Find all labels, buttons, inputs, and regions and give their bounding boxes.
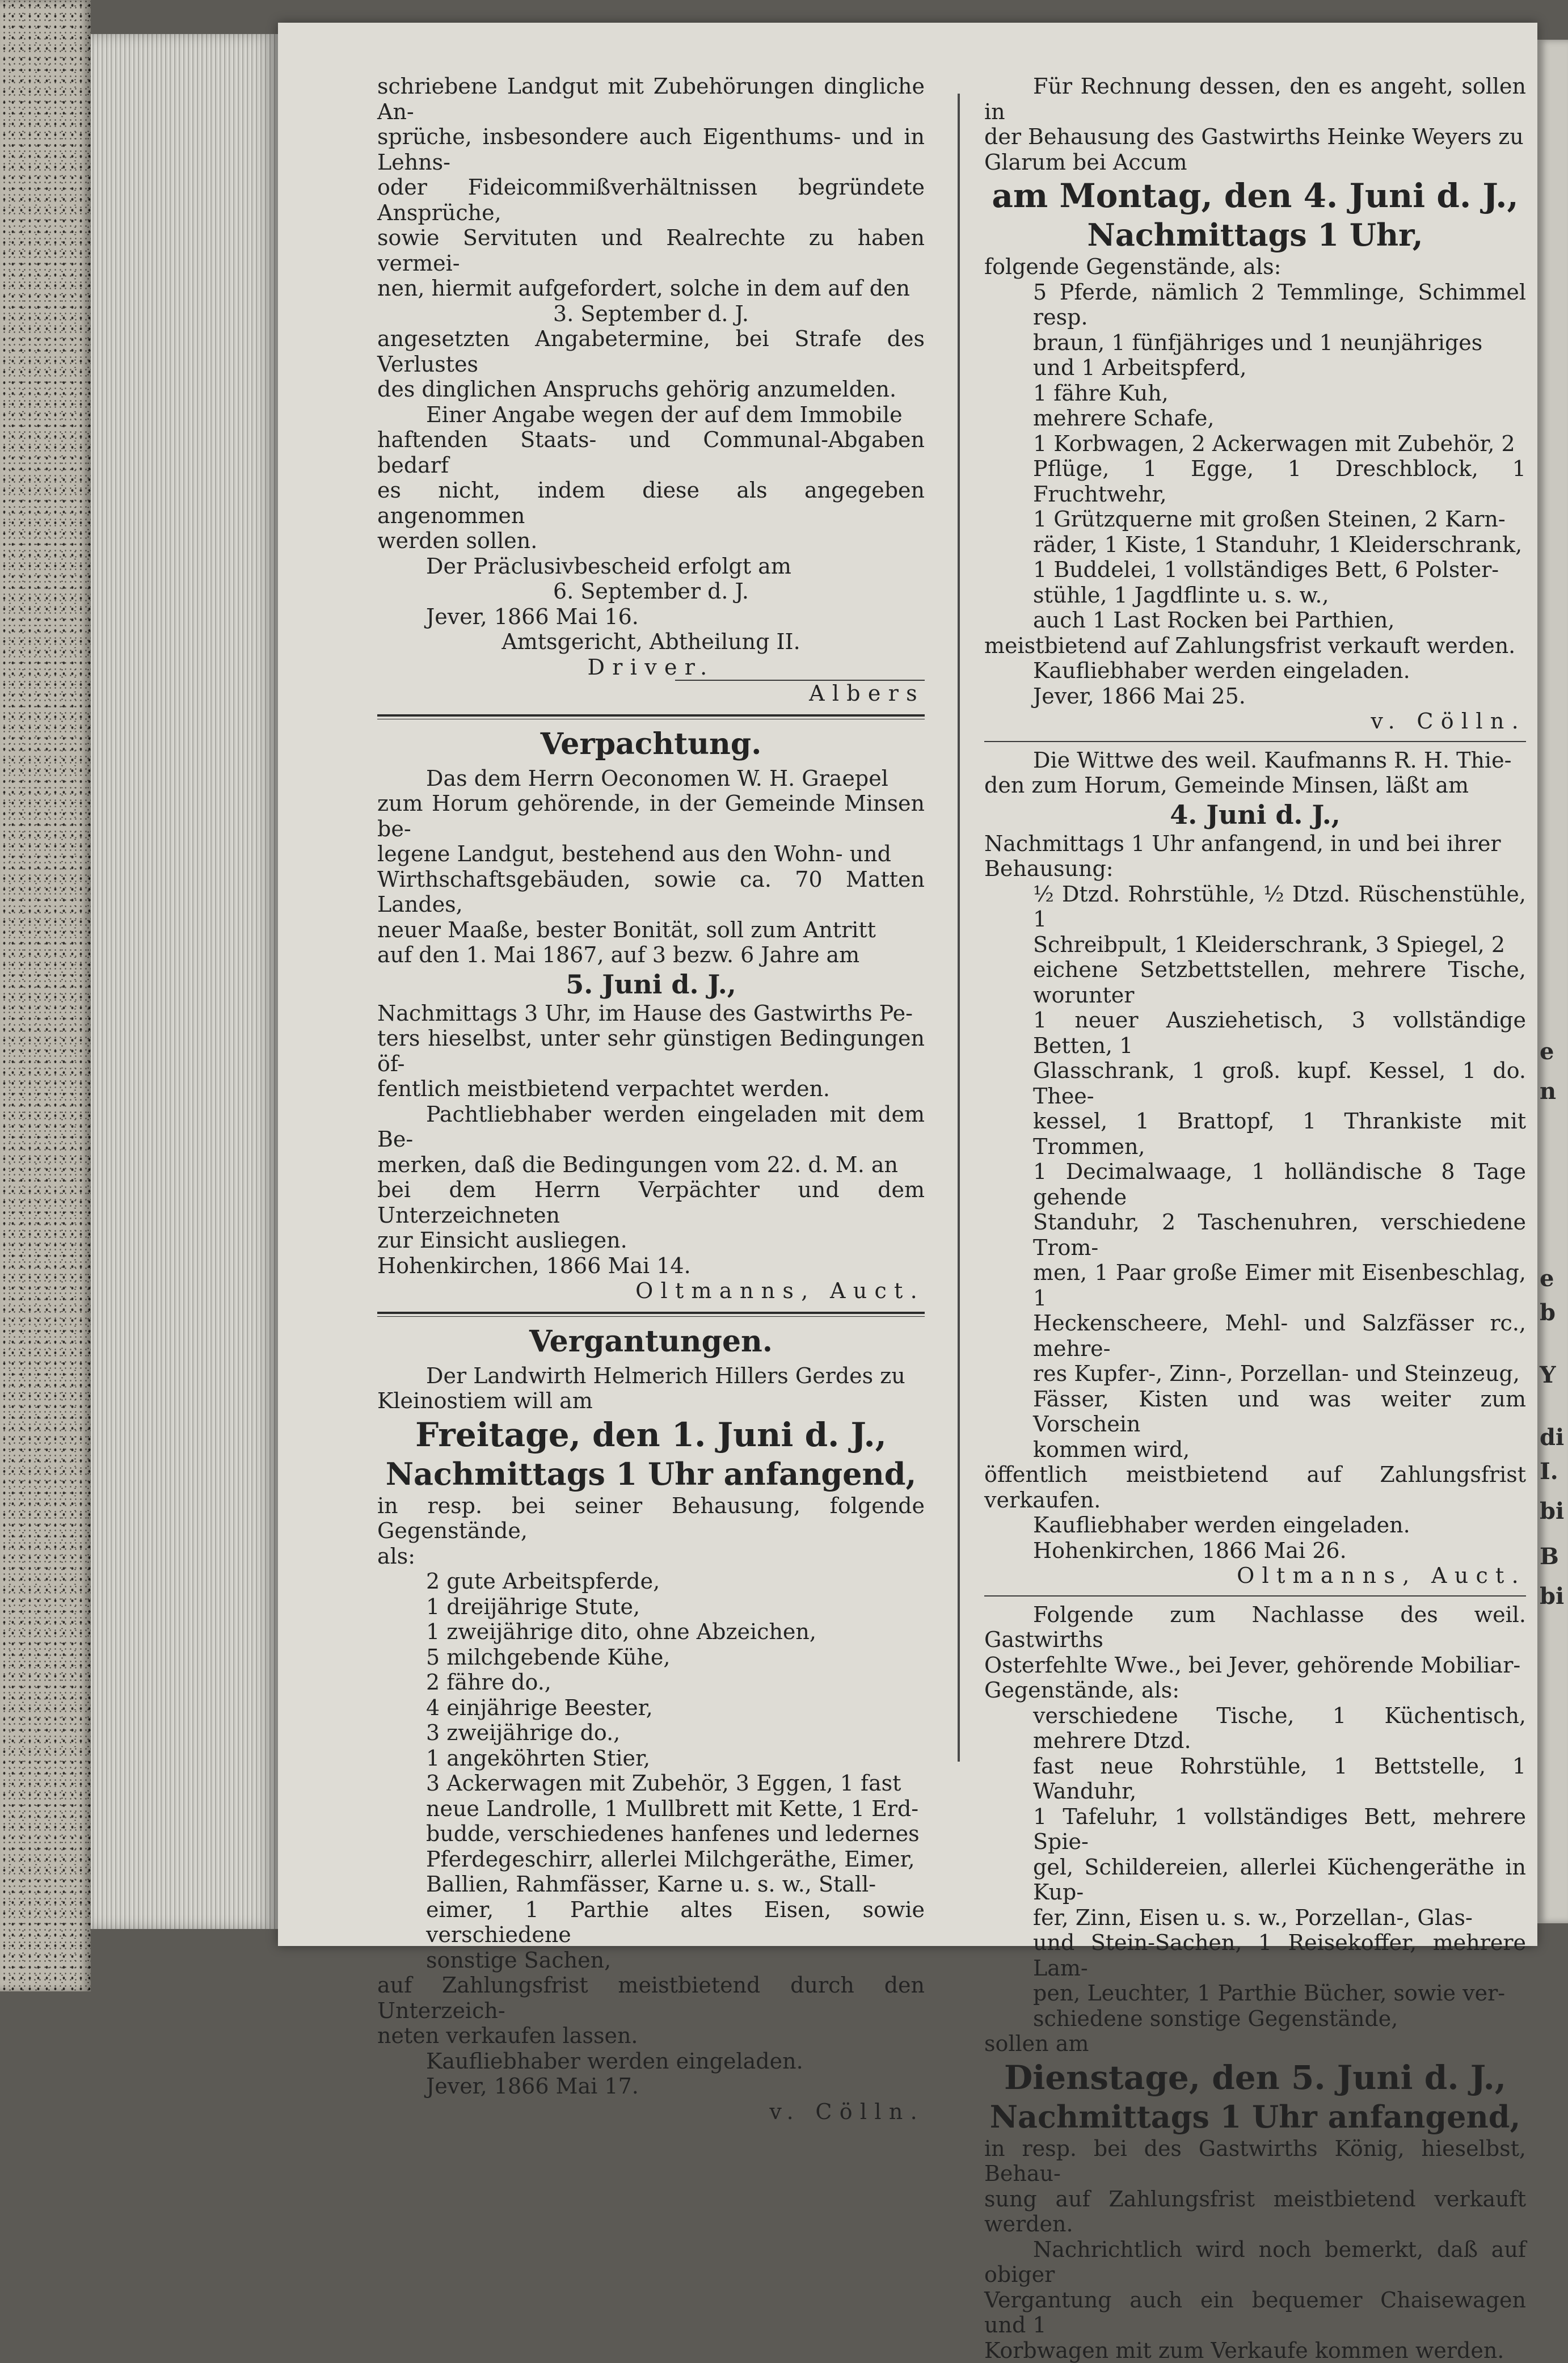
text-line: sollen am [984, 2031, 1526, 2057]
list-item: schiedene sonstige Gegenstände, [984, 2006, 1526, 2032]
text-line: sowie Servituten und Realrechte zu haben vermei- [377, 225, 925, 276]
text-line: auf den 1. Mai 1867, auf 3 bezw. 6 Jahre am [377, 942, 925, 968]
notice-divider [984, 1595, 1526, 1597]
text-line: oder Fideicommißverhältnissen begründete Ansprüche, [377, 175, 925, 225]
auction-time: Nachmittags 1 Uhr, [984, 217, 1526, 253]
text-line: der Behausung des Gastwirths Heinke Weyers zu [984, 124, 1526, 150]
edge-fragment: e [1540, 1265, 1554, 1292]
list-item: Ballien, Rahmfässer, Karne u. s. w., Stall- [377, 1872, 925, 1897]
list-item: 1 angeköhrten Stier, [377, 1746, 925, 1771]
text-line: werden sollen. [377, 528, 925, 554]
place-date: Jever, 1866 Mai 16. [377, 604, 925, 630]
list-item: mehrere Schafe, [984, 406, 1526, 431]
text-line: meistbietend auf Zahlungsfrist verkauft werden. [984, 633, 1526, 659]
list-item: Fässer, Kisten und was weiter zum Vorschein [984, 1387, 1526, 1437]
signature: Albers [377, 681, 925, 706]
list-item: res Kupfer-, Zinn-, Porzellan- und Steinzeug, [984, 1361, 1526, 1387]
list-item: 5 Pferde, nämlich 2 Temmlinge, Schimmel resp. [984, 280, 1526, 330]
list-item: Standuhr, 2 Taschenuhren, verschiedene Trom- [984, 1210, 1526, 1260]
auction-time: Nachmittags 1 Uhr anfangend, [984, 2099, 1526, 2135]
list-item: neue Landrolle, 1 Mullbrett mit Kette, 1 Erd- [377, 1796, 925, 1822]
list-item: 1 Korbwagen, 2 Ackerwagen mit Zubehör, 2 [984, 431, 1526, 457]
text-line: ters hieselbst, unter sehr günstigen Bedingungen öf- [377, 1026, 925, 1076]
text-line: Der Präclusivbescheid erfolgt am [377, 554, 925, 579]
text-line: in resp. bei des Gastwirths König, hieselbst, Behau- [984, 2136, 1526, 2187]
list-item: 2 fähre do., [377, 1670, 925, 1695]
text-line: Pachtliebhaber werden eingeladen mit dem Be- [377, 1102, 925, 1152]
list-item: 1 Decimalwaage, 1 holländische 8 Tage gehende [984, 1159, 1526, 1210]
list-item: eichene Setzbettstellen, mehrere Tische, worunter [984, 957, 1526, 1008]
list-item: 1 dreijährige Stute, [377, 1594, 925, 1620]
text-line: angesetzten Angabetermine, bei Strafe des Verlustes [377, 326, 925, 377]
place-date: Hohenkirchen, 1866 Mai 26. [984, 1538, 1526, 1564]
list-item: Heckenscheere, Mehl- und Salzfässer rc., mehre- [984, 1311, 1526, 1361]
text-line: zur Einsicht ausliegen. [377, 1228, 925, 1253]
auction-notice-weyers [984, 74, 1526, 734]
list-item: 1 fähre Kuh, [984, 381, 1526, 406]
text-line: Für Rechnung dessen, den es angeht, sollen in [984, 74, 1526, 124]
text-line: neten verkaufen lassen. [377, 2023, 925, 2049]
list-item: gel, Schildereien, allerlei Küchengeräthe in Kup- [984, 1855, 1526, 1905]
text-line: Nachrichtlich wird noch bemerkt, daß auf obiger [984, 2237, 1526, 2288]
list-item: kessel, 1 Brattopf, 1 Thrankiste mit Trommen, [984, 1109, 1526, 1159]
text-line: des dinglichen Anspruchs gehörig anzumelden. [377, 377, 925, 402]
text-line: Der Landwirth Helmerich Hillers Gerdes zu [377, 1363, 925, 1389]
list-item: men, 1 Paar große Eimer mit Eisenbeschlag, 1 [984, 1260, 1526, 1311]
court-name: Amtsgericht, Abtheilung II. [377, 629, 925, 655]
auction-notice-thieden [984, 748, 1526, 1589]
list-item: 1 neuer Ausziehetisch, 3 vollständige Betten, 1 [984, 1008, 1526, 1058]
list-item: eimer, 1 Parthie altes Eisen, sowie verschiedene [377, 1897, 925, 1948]
list-item: räder, 1 Kiste, 1 Standuhr, 1 Kleiderschrank, [984, 532, 1526, 558]
text-line: folgende Gegenstände, als: [984, 254, 1526, 280]
text-line: Glarum bei Accum [984, 150, 1526, 175]
list-item: Schreibpult, 1 Kleiderschrank, 3 Spiegel, 2 [984, 932, 1526, 958]
list-item: Pflüge, 1 Egge, 1 Dreschblock, 1 Fruchtwehr, [984, 456, 1526, 507]
book-edge-speckled [0, 0, 91, 1991]
edge-fragment: B [1540, 1543, 1559, 1570]
court-notice [377, 74, 925, 706]
lease-notice [377, 726, 925, 1304]
list-item: fer, Zinn, Eisen u. s. w., Porzellan-, Glas- [984, 1905, 1526, 1931]
text-line: schriebene Landgut mit Zubehörungen dingliche An- [377, 74, 925, 124]
text-line: zum Horum gehörende, in der Gemeinde Minsen be- [377, 791, 925, 841]
text-line: merken, daß die Bedingungen vom 22. d. M. an [377, 1152, 925, 1178]
edge-fragment: b [1540, 1299, 1556, 1326]
text-line: Nachmittags 3 Uhr, im Hause des Gastwirths Pe- [377, 1001, 925, 1026]
next-page-edge [1537, 40, 1568, 1923]
text-line: Kaufliebhaber werden eingeladen. [377, 2049, 925, 2074]
text-line: Kaufliebhaber werden eingeladen. [984, 658, 1526, 684]
signature: v. Cölln. [984, 709, 1526, 734]
text-line: fentlich meistbietend verpachtet werden. [377, 1076, 925, 1102]
list-item: 1 zweijährige dito, ohne Abzeichen, [377, 1619, 925, 1645]
list-item: kommen wird, [984, 1437, 1526, 1463]
text-line: Vergantung auch ein bequemer Chaisewagen und 1 [984, 2288, 1526, 2338]
text-line: legene Landgut, bestehend aus den Wohn- und [377, 841, 925, 867]
notice-divider [984, 741, 1526, 742]
left-column [377, 74, 925, 2124]
section-heading: Verpachtung. [377, 726, 925, 763]
list-item: und 1 Arbeitspferd, [984, 355, 1526, 381]
auction-date: am Montag, den 4. Juni d. J., [984, 177, 1526, 214]
text-line: neuer Maaße, bester Bonität, soll zum Antritt [377, 917, 925, 943]
list-item: und Stein-Sachen, 1 Reisekoffer, mehrere Lam- [984, 1930, 1526, 1981]
list-item: stühle, 1 Jagdflinte u. s. w., [984, 583, 1526, 608]
text-line: Nachmittags 1 Uhr anfangend, in und bei ihrer [984, 831, 1526, 857]
text-line: auf Zahlungsfrist meistbietend durch den Unterzeich- [377, 1973, 925, 2023]
text-line: haftenden Staats- und Communal-Abgaben bedarf [377, 427, 925, 478]
text-line: in resp. bei seiner Behausung, folgende Gegenstände, [377, 1493, 925, 1544]
list-item: 1 Tafeluhr, 1 vollständiges Bett, mehrere Spie- [984, 1804, 1526, 1855]
preclusion-date: 6. September d. J. [377, 579, 925, 604]
list-item: 1 Buddelei, 1 vollständiges Bett, 6 Polster- [984, 557, 1526, 583]
signature: Oltmanns, Auct. [984, 1563, 1526, 1589]
term-date: 3. September d. J. [377, 301, 925, 327]
edge-fragment: di [1540, 1424, 1564, 1451]
section-divider [377, 714, 925, 719]
text-line: sprüche, insbesondere auch Eigenthums- und in Lehns- [377, 124, 925, 175]
section-divider [377, 1312, 925, 1317]
text-line: Folgende zum Nachlasse des weil. Gastwirths [984, 1602, 1526, 1653]
list-item: 1 Grützquerne mit großen Steinen, 2 Karn- [984, 507, 1526, 532]
signature: Oltmanns, Auct. [377, 1278, 925, 1304]
text-line: bei dem Herrn Verpächter und dem Unterzeichneten [377, 1177, 925, 1228]
list-item: Pferdegeschirr, allerlei Milchgeräthe, Eimer, [377, 1847, 925, 1872]
text-line: Osterfehlte Wwe., bei Jever, gehörende Mobiliar- [984, 1653, 1526, 1678]
edge-fragment: bi [1540, 1498, 1564, 1524]
lease-date: 5. Juni d. J., [377, 969, 925, 1000]
text-line: es nicht, indem diese als angegeben angenommen [377, 478, 925, 528]
page-stack-edge [91, 34, 278, 1929]
text-line: sung auf Zahlungsfrist meistbietend verkauft werden. [984, 2187, 1526, 2237]
list-item: braun, 1 fünfjähriges und 1 neunjähriges [984, 330, 1526, 356]
list-item: budde, verschiedenes hanfenes und ledernes [377, 1821, 925, 1847]
place-date: Jever, 1866 Mai 17. [377, 2074, 925, 2099]
edge-fragment: I. [1540, 1458, 1558, 1485]
auction-date: 4. Juni d. J., [984, 799, 1526, 830]
list-item: sonstige Sachen, [377, 1948, 925, 1973]
auction-notice-gerdes [377, 1324, 925, 2125]
edge-fragment: bi [1540, 1583, 1564, 1610]
signature: Driver. [377, 655, 925, 680]
edge-fragment: e [1540, 1038, 1554, 1065]
text-line: nen, hiermit aufgefordert, solche in dem auf den [377, 276, 925, 301]
list-item: verschiedene Tische, 1 Küchentisch, mehrere Dtzd. [984, 1703, 1526, 1754]
list-item: fast neue Rohrstühle, 1 Bettstelle, 1 Wanduhr, [984, 1754, 1526, 1804]
text-line: Gegenstände, als: [984, 1678, 1526, 1703]
list-item: 4 einjährige Beester, [377, 1695, 925, 1721]
text-line: Wirthschaftsgebäuden, sowie ca. 70 Matten Landes, [377, 867, 925, 917]
list-item: 5 milchgebende Kühe, [377, 1645, 925, 1670]
edge-fragment: Y [1540, 1362, 1556, 1388]
list-item: 2 gute Arbeitspferde, [377, 1569, 925, 1594]
list-item: 3 zweijährige do., [377, 1720, 925, 1746]
list-item: auch 1 Last Rocken bei Parthien, [984, 608, 1526, 633]
text-line: Behausung: [984, 856, 1526, 882]
list-item: 3 Ackerwagen mit Zubehör, 3 Eggen, 1 fast [377, 1771, 925, 1796]
text-line: Korbwagen mit zum Verkaufe kommen werden. [984, 2338, 1526, 2363]
list-item: pen, Leuchter, 1 Parthie Bücher, sowie ver- [984, 1981, 1526, 2006]
text-line: Einer Angabe wegen der auf dem Immobile [377, 402, 925, 428]
auction-time: Nachmittags 1 Uhr anfangend, [377, 1456, 925, 1492]
list-item: ½ Dtzd. Rohrstühle, ½ Dtzd. Rüschenstühle, 1 [984, 882, 1526, 932]
text-line: Das dem Herrn Oeconomen W. H. Graepel [377, 766, 925, 791]
text-line: Die Wittwe des weil. Kaufmanns R. H. Thie- [984, 748, 1526, 773]
text-line: Kleinostiem will am [377, 1388, 925, 1414]
column-divider [958, 94, 960, 1762]
text-line: Kaufliebhaber werden eingeladen. [984, 1513, 1526, 1538]
right-column [984, 74, 1526, 2363]
place-date: Hohenkirchen, 1866 Mai 14. [377, 1253, 925, 1279]
text-line: als: [377, 1544, 925, 1569]
auction-notice-osterfehlte [984, 1602, 1526, 2363]
text-line: den zum Horum, Gemeinde Minsen, läßt am [984, 773, 1526, 798]
signature: v. Cölln. [377, 2099, 925, 2125]
edge-fragment: n [1540, 1078, 1556, 1105]
place-date: Jever, 1866 Mai 25. [984, 684, 1526, 709]
text-line: öffentlich meistbietend auf Zahlungsfrist verkaufen. [984, 1462, 1526, 1513]
list-item: Glasschrank, 1 groß. kupf. Kessel, 1 do. Thee- [984, 1058, 1526, 1109]
auction-date: Freitage, den 1. Juni d. J., [377, 1416, 925, 1454]
auction-date: Dienstage, den 5. Juni d. J., [984, 2059, 1526, 2096]
section-heading: Vergantungen. [377, 1324, 925, 1360]
